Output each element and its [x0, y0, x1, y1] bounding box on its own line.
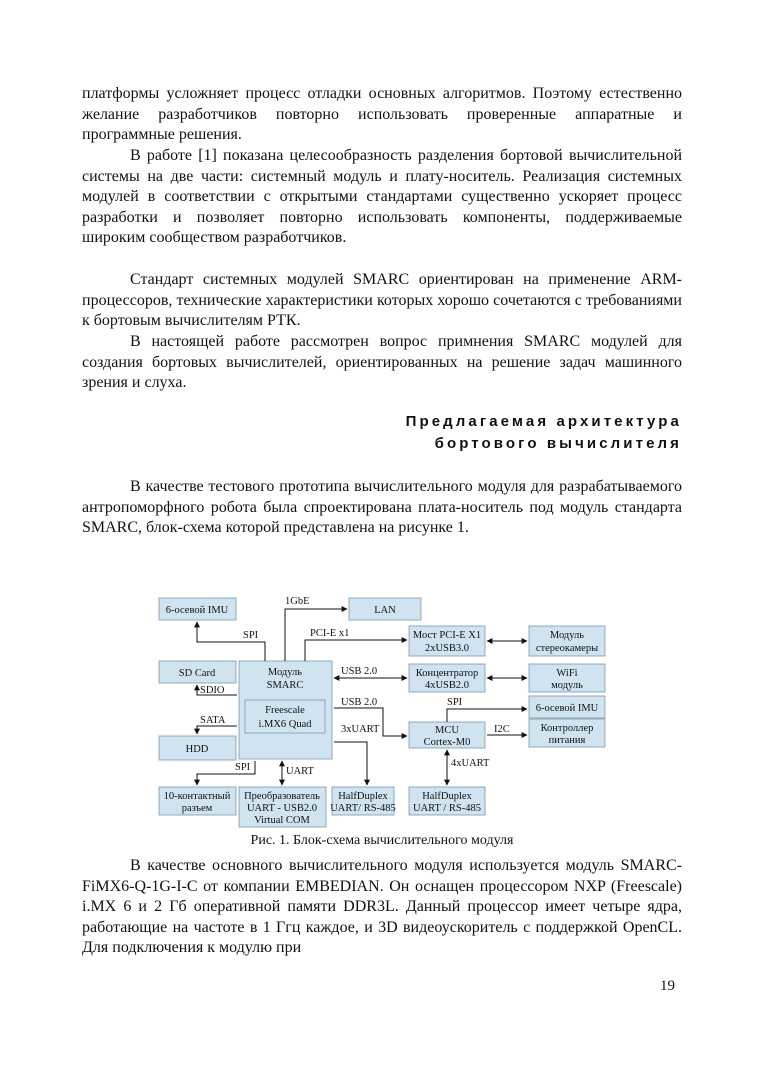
- block-imu-left: [159, 598, 236, 620]
- svg-text:HalfDuplex: HalfDuplex: [422, 791, 472, 802]
- svg-text:USB 2.0: USB 2.0: [341, 666, 378, 677]
- block-stereo-camera: [529, 626, 605, 656]
- svg-text:Контроллер: Контроллер: [540, 723, 594, 734]
- paragraph-4: В настоящей работе рассмотрен вопрос примнения SMARC модулей для создания бортовых вычислителей, ориентированных на решение задач машинного зрения и слуха.: [82, 333, 682, 392]
- svg-text:3xUART: 3xUART: [341, 724, 380, 735]
- svg-text:LAN: LAN: [374, 605, 396, 616]
- svg-text:SPI: SPI: [447, 697, 463, 708]
- svg-text:модуль: модуль: [551, 680, 583, 691]
- block-sd-card: [159, 661, 236, 683]
- svg-text:SPI: SPI: [243, 630, 259, 641]
- svg-text:стереокамеры: стереокамеры: [535, 643, 599, 654]
- figure-caption: Рис. 1. Блок-схема вычислительного модуля: [250, 833, 514, 848]
- svg-text:питания: питания: [548, 735, 586, 746]
- svg-text:Модуль: Модуль: [549, 630, 585, 641]
- section-heading-line-1: Предлагаемая архитектура: [405, 413, 682, 430]
- svg-text:Модуль: Модуль: [267, 667, 303, 678]
- svg-text:SMARC: SMARC: [266, 680, 304, 691]
- svg-text:UART / RS-485: UART / RS-485: [412, 803, 482, 814]
- block-halfduplex-1: [330, 787, 396, 815]
- svg-text:i.MX6 Quad: i.MX6 Quad: [258, 719, 312, 730]
- block-wifi: [529, 664, 605, 692]
- svg-text:10-контактный: 10-контактный: [163, 791, 231, 802]
- svg-text:Концентратор: Концентратор: [415, 668, 479, 679]
- svg-text:PCI-E x1: PCI-E x1: [310, 628, 350, 639]
- svg-text:4xUSB2.0: 4xUSB2.0: [424, 680, 470, 691]
- svg-text:HDD: HDD: [185, 744, 209, 755]
- svg-text:UART: UART: [286, 766, 314, 777]
- svg-text:USB 2.0: USB 2.0: [341, 697, 378, 708]
- svg-text:MCU: MCU: [435, 725, 459, 736]
- block-mcu: [409, 722, 485, 748]
- block-power-controller: [529, 719, 605, 747]
- svg-text:Cortex-M0: Cortex-M0: [423, 737, 471, 748]
- block-hdd: [159, 736, 236, 760]
- paragraph-2: В работе [1] показана целесообразность разделения бортовой вычислительной системы на две части: системный модуль и плату-носитель. Реализация системных модулей в соответствии с открытыми стандартами существенно ускоряет процесс разработки и позволяет повторно использовать компоненты, поддерживаемые широким сообществом разработчиков.: [82, 147, 682, 247]
- page-number: 19: [660, 978, 675, 994]
- block-halfduplex-2: [409, 787, 485, 815]
- block-lan: [349, 598, 421, 620]
- paragraph-6: В качестве основного вычислительного модуля используется модуль SMARC-FiMX6-Q-1G-I-C от компании EMBEDIAN. Он оснащен процессором NXP (Freescale) i.MX 6 и 2 Гб оперативной памяти DDR3L. Данный процессор имеет четыре ядра, работающие на частоте в 1 Ггц каждое, и 3D видеоускоритель с поддержкой OpenCL. Для подключения к модулю при: [82, 857, 682, 957]
- svg-text:SPI: SPI: [235, 762, 251, 773]
- svg-text:UART - USB2.0: UART - USB2.0: [246, 803, 318, 814]
- svg-text:WiFi: WiFi: [556, 668, 578, 679]
- svg-text:6-осевой IMU: 6-осевой IMU: [535, 703, 599, 714]
- svg-text:Virtual COM: Virtual COM: [254, 815, 310, 826]
- block-uart-converter: [239, 787, 326, 827]
- block-imu-right: [529, 696, 605, 718]
- svg-text:I2C: I2C: [494, 724, 510, 735]
- svg-text:разъем: разъем: [181, 803, 213, 814]
- svg-text:UART/ RS-485: UART/ RS-485: [330, 803, 396, 814]
- block-usb-hub: [409, 664, 485, 692]
- section-heading-line-2: бортового вычислителя: [434, 435, 682, 452]
- paragraph-1: платформы усложняет процесс отладки основных алгоритмов. Поэтому естественно желание разработчиков повторно использовать проверенные аппаратные и программные решения.: [82, 85, 682, 144]
- svg-text:Мост PCI-E X1: Мост PCI-E X1: [412, 630, 482, 641]
- svg-text:1GbE: 1GbE: [285, 596, 310, 607]
- svg-text:4xUART: 4xUART: [451, 758, 490, 769]
- svg-text:2xUSB3.0: 2xUSB3.0: [424, 643, 470, 654]
- paragraph-3: Стандарт системных модулей SMARC ориентирован на применение ARM-процессоров, технические характеристики которых хорошо сочетаются с требованиями к бортовым вычислителям РТК.: [82, 271, 682, 330]
- svg-text:HalfDuplex: HalfDuplex: [338, 791, 388, 802]
- svg-text:SATA: SATA: [200, 715, 226, 726]
- svg-text:SD Card: SD Card: [178, 668, 216, 679]
- block-pcie-bridge: [409, 626, 485, 656]
- block-connector: [159, 787, 236, 815]
- svg-text:Преобразователь: Преобразователь: [244, 791, 320, 802]
- svg-text:SDIO: SDIO: [200, 685, 225, 696]
- svg-text:6-осевой IMU: 6-осевой IMU: [165, 605, 229, 616]
- block-diagram: [155, 590, 615, 830]
- block-smarc-module: [239, 661, 332, 759]
- paragraph-5: В качестве тестового прототипа вычислительного модуля для разрабатываемого антропоморфного робота была спроектирована плата-носитель под модуль стандарта SMARC, блок-схема которой представлена на рисунке 1.: [82, 478, 682, 537]
- svg-text:Freescale: Freescale: [265, 705, 305, 716]
